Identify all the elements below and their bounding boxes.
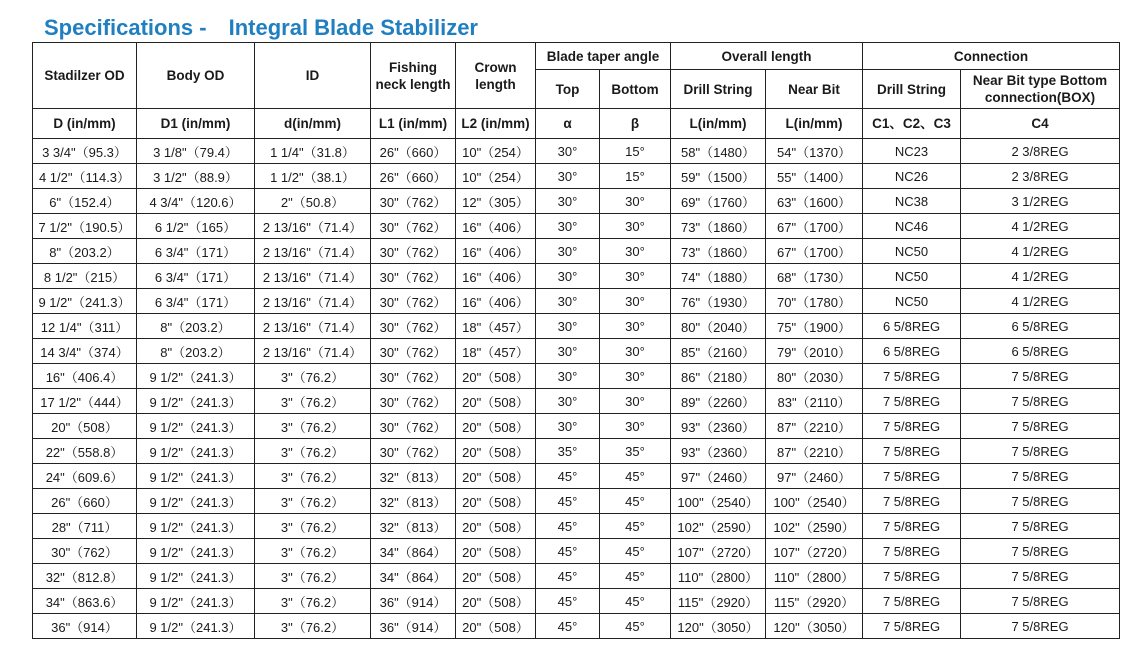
table-cell: 45° (536, 489, 600, 514)
table-cell: 59"（1500） (671, 164, 766, 189)
table-row (33, 264, 1120, 289)
table-cell: 8"（203.2） (137, 339, 255, 364)
table-cell: 3"（76.2） (255, 364, 371, 389)
table-cell: 20"（508） (456, 389, 536, 414)
unit-cell: L(in/mm) (671, 109, 766, 139)
spec-table (32, 42, 1120, 639)
table-cell: 7 5/8REG (863, 414, 961, 439)
table-cell: 20"（508） (456, 564, 536, 589)
table-cell: 9 1/2"（241.3） (137, 389, 255, 414)
table-cell: 3"（76.2） (255, 564, 371, 589)
table-cell: 36"（914） (371, 589, 456, 614)
table-cell: 89"（2260） (671, 389, 766, 414)
table-cell: 20"（508） (456, 489, 536, 514)
table-cell: 1 1/4"（31.8） (255, 139, 371, 164)
table-cell: 45° (536, 464, 600, 489)
table-cell: 30° (536, 389, 600, 414)
table-cell: 75"（1900） (766, 314, 863, 339)
table-cell: 3"（76.2） (255, 514, 371, 539)
table-cell: 20"（508） (456, 364, 536, 389)
table-cell: 80"（2030） (766, 364, 863, 389)
table-cell: 17 1/2"（444） (33, 389, 137, 414)
table-cell: 115"（2920） (671, 589, 766, 614)
table-cell: 45° (600, 514, 671, 539)
table-row (33, 339, 1120, 364)
table-cell: 20"（508） (456, 464, 536, 489)
table-header (33, 43, 1120, 139)
table-cell: 20"（508） (456, 589, 536, 614)
table-cell: 45° (536, 539, 600, 564)
table-cell: 30° (600, 264, 671, 289)
table-cell: 16"（406） (456, 214, 536, 239)
table-cell: 30° (536, 139, 600, 164)
table-cell: 30"（762） (371, 389, 456, 414)
table-cell: 2 13/16"（71.4） (255, 289, 371, 314)
table-cell: 7 5/8REG (961, 489, 1120, 514)
table-cell: 30"（762） (371, 314, 456, 339)
table-cell: 1 1/2"（38.1） (255, 164, 371, 189)
table-cell: 34"（863.6） (33, 589, 137, 614)
table-cell: 73"（1860） (671, 239, 766, 264)
table-cell: 28"（711） (33, 514, 137, 539)
header-overall: Overall length (671, 43, 863, 70)
table-cell: 4 1/2"（114.3） (33, 164, 137, 189)
table-cell: 7 5/8REG (863, 489, 961, 514)
table-row (33, 314, 1120, 339)
table-cell: 100"（2540） (671, 489, 766, 514)
table-cell: 110"（2800） (766, 564, 863, 589)
header-top: Top (536, 70, 600, 109)
header-near-bit: Near Bit (766, 70, 863, 109)
table-cell: 6 3/4"（171） (137, 264, 255, 289)
table-cell: 30"（762） (371, 239, 456, 264)
table-cell: 9 1/2"（241.3） (137, 464, 255, 489)
table-cell: NC50 (863, 264, 961, 289)
table-cell: 36"（914） (33, 614, 137, 639)
table-cell: 20"（508） (456, 539, 536, 564)
table-cell: 45° (600, 564, 671, 589)
header-connection: Connection (863, 43, 1120, 70)
table-cell: 4 1/2REG (961, 289, 1120, 314)
table-cell: 30° (536, 364, 600, 389)
table-row (33, 214, 1120, 239)
header-blade-taper: Blade taper angle (536, 43, 671, 70)
table-cell: 110"（2800） (671, 564, 766, 589)
table-cell: 26"（660） (371, 139, 456, 164)
header-fishing-neck: Fishing neck length (371, 43, 456, 109)
table-cell: 12 1/4"（311） (33, 314, 137, 339)
table-cell: 35° (600, 439, 671, 464)
table-cell: 7 1/2"（190.5） (33, 214, 137, 239)
table-cell: NC46 (863, 214, 961, 239)
table-cell: 69"（1760） (671, 189, 766, 214)
table-cell: 10"（254） (456, 164, 536, 189)
title-prefix: Specifications - (44, 15, 207, 40)
table-cell: 34"（864） (371, 539, 456, 564)
table-cell: 30° (600, 289, 671, 314)
table-cell: NC38 (863, 189, 961, 214)
table-cell: 30"（762） (33, 539, 137, 564)
table-cell: 79"（2010） (766, 339, 863, 364)
table-cell: 30° (600, 414, 671, 439)
table-cell: 30° (536, 414, 600, 439)
unit-cell: D (in/mm) (33, 109, 137, 139)
table-row (33, 289, 1120, 314)
page-title (44, 14, 478, 42)
table-cell: 3"（76.2） (255, 464, 371, 489)
table-cell: 30° (536, 189, 600, 214)
table-cell: 54"（1370） (766, 139, 863, 164)
table-cell: 7 5/8REG (863, 439, 961, 464)
table-cell: 3"（76.2） (255, 489, 371, 514)
table-cell: 30"（762） (371, 214, 456, 239)
header-conn-near-bit: Near Bit type Bottom connection(BOX) (961, 70, 1120, 109)
table-cell: 7 5/8REG (961, 539, 1120, 564)
table-cell: 30° (536, 164, 600, 189)
table-cell: 7 5/8REG (961, 514, 1120, 539)
table-cell: 7 5/8REG (863, 364, 961, 389)
table-cell: 3 3/4"（95.3） (33, 139, 137, 164)
table-cell: 55"（1400） (766, 164, 863, 189)
table-cell: 6 5/8REG (961, 314, 1120, 339)
table-cell: 107"（2720） (766, 539, 863, 564)
table-cell: 6 3/4"（171） (137, 289, 255, 314)
table-cell: 7 5/8REG (961, 364, 1120, 389)
table-cell: 85"（2160） (671, 339, 766, 364)
unit-cell: L(in/mm) (766, 109, 863, 139)
table-cell: 30° (536, 314, 600, 339)
table-cell: 30"（762） (371, 264, 456, 289)
table-cell: 7 5/8REG (961, 389, 1120, 414)
header-drill-string: Drill String (671, 70, 766, 109)
table-cell: 30° (600, 339, 671, 364)
unit-cell: L1 (in/mm) (371, 109, 456, 139)
table-cell: 9 1/2"（241.3） (137, 564, 255, 589)
header-conn-drill-string: Drill String (863, 70, 961, 109)
title-name: Integral Blade Stabilizer (228, 15, 478, 40)
header-body-od: Body OD (137, 43, 255, 109)
table-cell: 6 1/2"（165） (137, 214, 255, 239)
table-cell: 4 1/2REG (961, 214, 1120, 239)
table-cell: 9 1/2"（241.3） (137, 539, 255, 564)
table-cell: 16"（406） (456, 239, 536, 264)
table-cell: 3"（76.2） (255, 439, 371, 464)
table-cell: 6 5/8REG (961, 339, 1120, 364)
table-cell: 2 3/8REG (961, 139, 1120, 164)
table-cell: 18"（457） (456, 339, 536, 364)
table-cell: 34"（864） (371, 564, 456, 589)
table-cell: 9 1/2"（241.3） (137, 364, 255, 389)
table-cell: 2 3/8REG (961, 164, 1120, 189)
table-cell: NC50 (863, 239, 961, 264)
table-cell: 8 1/2"（215） (33, 264, 137, 289)
table-cell: 32"（813） (371, 514, 456, 539)
table-cell: 30° (600, 239, 671, 264)
table-cell: 45° (536, 514, 600, 539)
table-cell: 30° (600, 389, 671, 414)
table-row (33, 414, 1120, 439)
table-cell: 6"（152.4） (33, 189, 137, 214)
table-cell: 68"（1730） (766, 264, 863, 289)
table-cell: 30° (536, 339, 600, 364)
table-cell: 2"（50.8） (255, 189, 371, 214)
unit-cell: C1、C2、C3 (863, 109, 961, 139)
table-cell: 6 5/8REG (863, 314, 961, 339)
table-cell: 4 1/2REG (961, 264, 1120, 289)
header-id: ID (255, 43, 371, 109)
table-cell: 30"（762） (371, 364, 456, 389)
unit-cell: D1 (in/mm) (137, 109, 255, 139)
table-cell: 30° (536, 214, 600, 239)
table-cell: 9 1/2"（241.3） (137, 414, 255, 439)
table-row (33, 164, 1120, 189)
table-cell: 4 3/4"（120.6） (137, 189, 255, 214)
table-cell: 30° (600, 214, 671, 239)
table-cell: 115"（2920） (766, 589, 863, 614)
table-cell: 58"（1480） (671, 139, 766, 164)
table-cell: 30"（762） (371, 289, 456, 314)
table-row (33, 539, 1120, 564)
table-cell: 67"（1700） (766, 214, 863, 239)
table-cell: 30"（762） (371, 439, 456, 464)
table-cell: 9 1/2"（241.3） (137, 614, 255, 639)
table-cell: 20"（508） (456, 439, 536, 464)
table-cell: 83"（2110） (766, 389, 863, 414)
table-cell: 2 13/16"（71.4） (255, 214, 371, 239)
table-cell: 45° (536, 564, 600, 589)
table-row (33, 239, 1120, 264)
table-cell: 80"（2040） (671, 314, 766, 339)
table-cell: 7 5/8REG (863, 464, 961, 489)
table-cell: 45° (536, 589, 600, 614)
table-cell: 30° (600, 364, 671, 389)
table-row (33, 139, 1120, 164)
table-cell: 7 5/8REG (863, 514, 961, 539)
table-cell: 45° (600, 589, 671, 614)
table-cell: 3"（76.2） (255, 614, 371, 639)
table-cell: 30° (536, 239, 600, 264)
table-cell: 30° (600, 314, 671, 339)
table-cell: 32"（813） (371, 464, 456, 489)
table-cell: 45° (536, 614, 600, 639)
unit-cell: α (536, 109, 600, 139)
table-cell: 32"（813） (371, 489, 456, 514)
table-row (33, 389, 1120, 414)
table-cell: NC50 (863, 289, 961, 314)
table-cell: 7 5/8REG (863, 614, 961, 639)
table-cell: 3 1/2"（88.9） (137, 164, 255, 189)
table-row (33, 189, 1120, 214)
table-cell: 74"（1880） (671, 264, 766, 289)
table-row (33, 589, 1120, 614)
table-cell: 3"（76.2） (255, 589, 371, 614)
table-cell: 9 1/2"（241.3） (137, 514, 255, 539)
table-row (33, 439, 1120, 464)
unit-cell: β (600, 109, 671, 139)
table-cell: 87"（2210） (766, 414, 863, 439)
table-cell: 2 13/16"（71.4） (255, 314, 371, 339)
table-cell: 16"（406） (456, 289, 536, 314)
table-cell: 7 5/8REG (961, 439, 1120, 464)
table-cell: 93"（2360） (671, 439, 766, 464)
table-cell: 102"（2590） (671, 514, 766, 539)
unit-cell: C4 (961, 109, 1120, 139)
table-cell: 6 3/4"（171） (137, 239, 255, 264)
unit-cell: L2 (in/mm) (456, 109, 536, 139)
table-cell: 45° (600, 464, 671, 489)
table-cell: 16"（406.4） (33, 364, 137, 389)
table-cell: 67"（1700） (766, 239, 863, 264)
table-cell: 26"（660） (371, 164, 456, 189)
table-cell: 3"（76.2） (255, 414, 371, 439)
table-cell: 9 1/2"（241.3） (137, 489, 255, 514)
table-cell: 86"（2180） (671, 364, 766, 389)
table-cell: 73"（1860） (671, 214, 766, 239)
table-cell: 20"（508） (33, 414, 137, 439)
table-cell: 7 5/8REG (961, 564, 1120, 589)
table-cell: 97"（2460） (671, 464, 766, 489)
table-cell: 24"（609.6） (33, 464, 137, 489)
table-cell: 2 13/16"（71.4） (255, 239, 371, 264)
table-cell: 7 5/8REG (863, 539, 961, 564)
table-cell: NC23 (863, 139, 961, 164)
table-cell: 9 1/2"（241.3） (33, 289, 137, 314)
table-cell: 120"（3050） (671, 614, 766, 639)
table-cell: 100"（2540） (766, 489, 863, 514)
table-cell: 7 5/8REG (863, 389, 961, 414)
table-cell: 15° (600, 164, 671, 189)
table-cell: 9 1/2"（241.3） (137, 589, 255, 614)
table-cell: 30° (536, 289, 600, 314)
table-cell: NC26 (863, 164, 961, 189)
table-cell: 15° (600, 139, 671, 164)
table-cell: 26"（660） (33, 489, 137, 514)
table-body (33, 139, 1120, 639)
table-cell: 70"（1780） (766, 289, 863, 314)
table-cell: 30"（762） (371, 189, 456, 214)
table-cell: 3 1/8"（79.4） (137, 139, 255, 164)
table-cell: 32"（812.8） (33, 564, 137, 589)
table-cell: 20"（508） (456, 614, 536, 639)
table-cell: 3 1/2REG (961, 189, 1120, 214)
table-cell: 7 5/8REG (863, 589, 961, 614)
table-cell: 76"（1930） (671, 289, 766, 314)
table-cell: 7 5/8REG (961, 614, 1120, 639)
table-row (33, 564, 1120, 589)
table-row (33, 489, 1120, 514)
table-cell: 45° (600, 539, 671, 564)
table-cell: 8"（203.2） (137, 314, 255, 339)
header-bottom: Bottom (600, 70, 671, 109)
table-cell: 93"（2360） (671, 414, 766, 439)
table-cell: 7 5/8REG (863, 564, 961, 589)
table-row (33, 614, 1120, 639)
table-cell: 3"（76.2） (255, 389, 371, 414)
table-cell: 8"（203.2） (33, 239, 137, 264)
table-cell: 63"（1600） (766, 189, 863, 214)
table-row (33, 464, 1120, 489)
table-cell: 3"（76.2） (255, 539, 371, 564)
table-cell: 36"（914） (371, 614, 456, 639)
table-cell: 30° (600, 189, 671, 214)
table-cell: 7 5/8REG (961, 589, 1120, 614)
table-cell: 30"（762） (371, 414, 456, 439)
table-cell: 35° (536, 439, 600, 464)
table-cell: 30"（762） (371, 339, 456, 364)
table-cell: 87"（2210） (766, 439, 863, 464)
table-cell: 2 13/16"（71.4） (255, 339, 371, 364)
table-cell: 20"（508） (456, 414, 536, 439)
table-cell: 14 3/4"（374） (33, 339, 137, 364)
table-cell: 7 5/8REG (961, 414, 1120, 439)
header-crown: Crown length (456, 43, 536, 109)
table-cell: 20"（508） (456, 514, 536, 539)
table-cell: 22"（558.8） (33, 439, 137, 464)
table-cell: 30° (536, 264, 600, 289)
table-cell: 12"（305） (456, 189, 536, 214)
table-row (33, 364, 1120, 389)
table-cell: 6 5/8REG (863, 339, 961, 364)
table-cell: 18"（457） (456, 314, 536, 339)
unit-cell: d(in/mm) (255, 109, 371, 139)
table-cell: 45° (600, 614, 671, 639)
table-cell: 102"（2590） (766, 514, 863, 539)
table-cell: 4 1/2REG (961, 239, 1120, 264)
table-cell: 7 5/8REG (961, 464, 1120, 489)
table-row (33, 514, 1120, 539)
table-cell: 9 1/2"（241.3） (137, 439, 255, 464)
table-cell: 120"（3050） (766, 614, 863, 639)
table-cell: 16"（406） (456, 264, 536, 289)
table-cell: 107"（2720） (671, 539, 766, 564)
header-od: Stadilzer OD (33, 43, 137, 109)
table-cell: 10"（254） (456, 139, 536, 164)
table-cell: 45° (600, 489, 671, 514)
table-cell: 2 13/16"（71.4） (255, 264, 371, 289)
table-cell: 97"（2460） (766, 464, 863, 489)
